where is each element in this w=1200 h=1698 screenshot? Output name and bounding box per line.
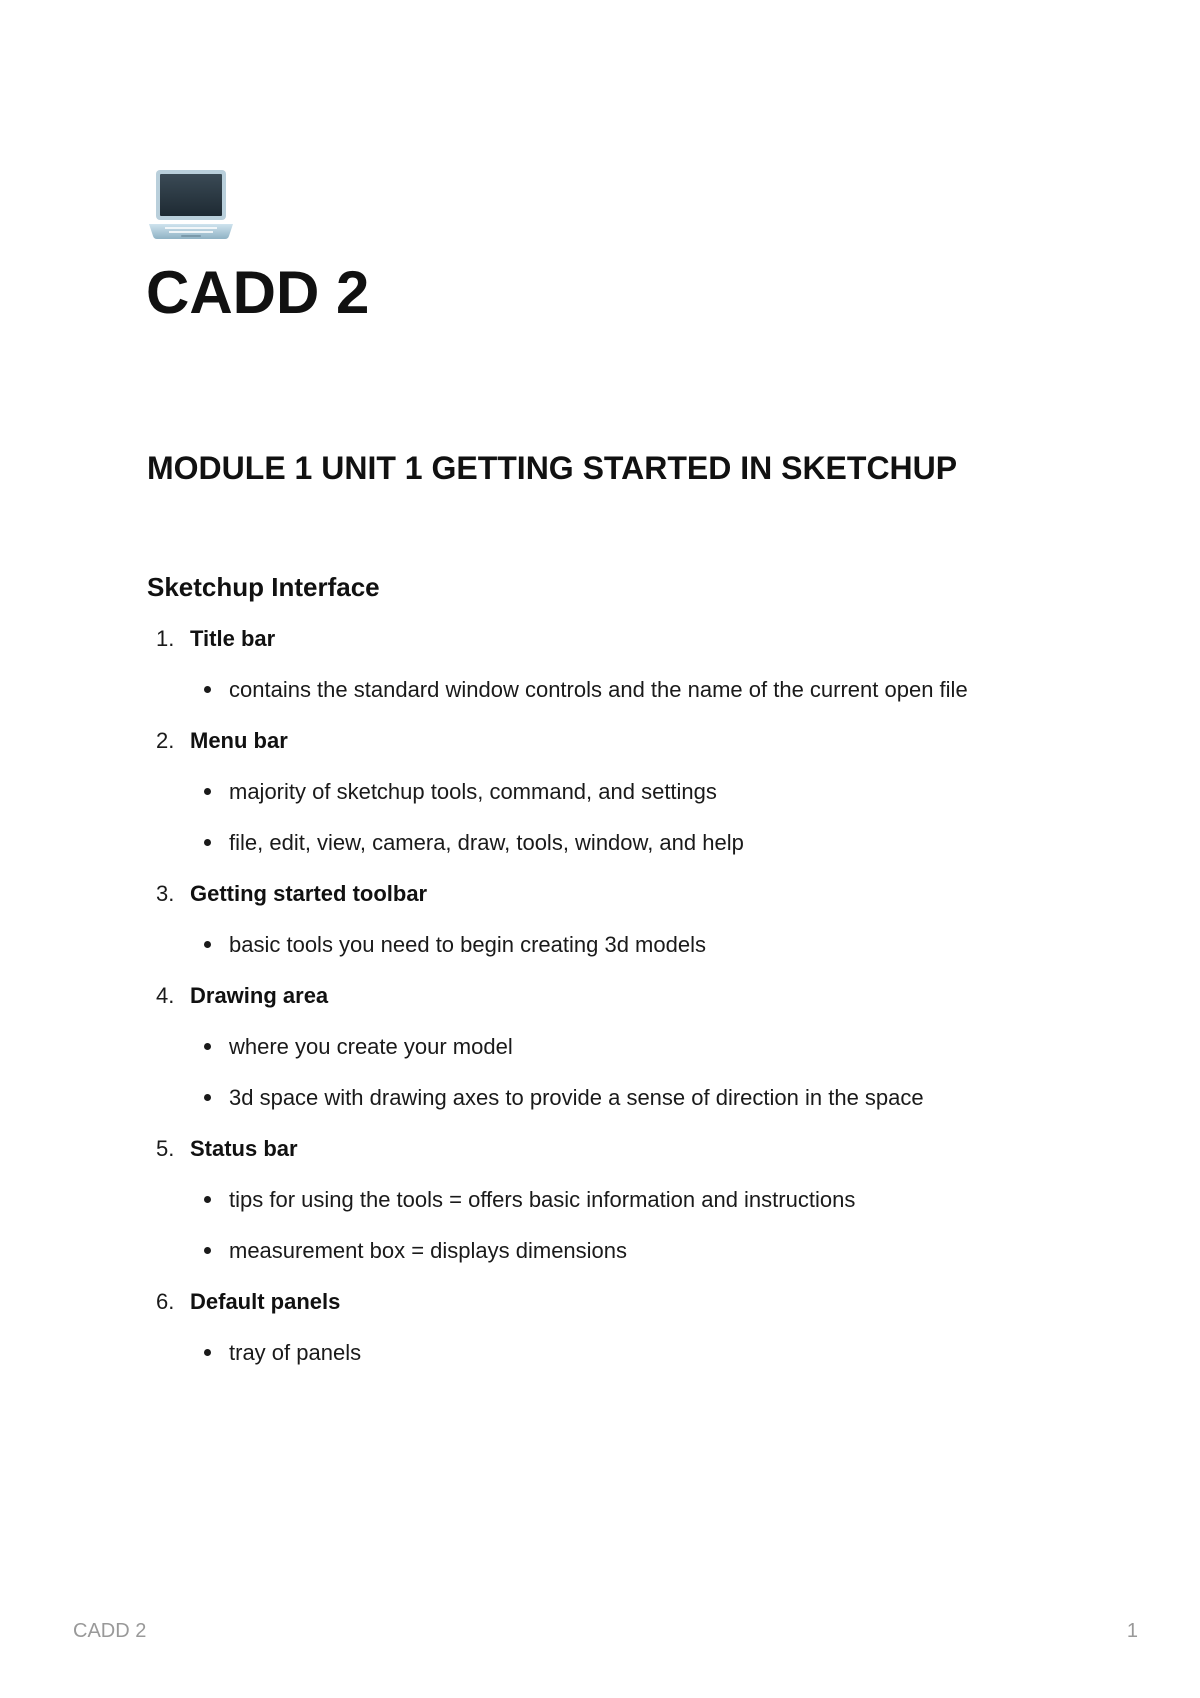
bullet-text: contains the standard window controls and the name of the current open file: [229, 677, 968, 702]
list-item: [156, 1134, 298, 1164]
bullet-item: [204, 1338, 361, 1368]
bullet-icon: [204, 941, 211, 948]
list-item-number: 1.: [156, 626, 175, 651]
bullet-text: tips for using the tools = offers basic information and instructions: [229, 1187, 856, 1212]
list-item: [156, 879, 427, 909]
bullet-icon: [204, 1196, 211, 1203]
list-item: [156, 726, 288, 756]
list-item-label: Default panels: [190, 1289, 341, 1314]
list-item-label: Getting started toolbar: [190, 881, 428, 906]
list-item: [156, 981, 328, 1011]
bullet-item: [204, 777, 717, 807]
section-heading: Sketchup Interface: [147, 572, 380, 602]
bullet-text: majority of sketchup tools, command, and settings: [229, 779, 717, 804]
list-item-label: Menu bar: [190, 728, 288, 753]
bullet-item: [204, 1083, 924, 1113]
list-item-number: 6.: [156, 1289, 175, 1314]
bullet-icon: [204, 1043, 211, 1050]
bullet-icon: [204, 686, 211, 693]
bullet-text: tray of panels: [229, 1340, 362, 1365]
list-item-number: 5.: [156, 1136, 175, 1161]
bullet-text: where you create your model: [229, 1034, 513, 1059]
list-item: [156, 1287, 340, 1317]
list-item-number: 2.: [156, 728, 175, 753]
footer-title: CADD 2: [73, 1620, 147, 1642]
list-item-label: Status bar: [190, 1136, 298, 1161]
bullet-item: [204, 828, 744, 858]
list-item-number: 3.: [156, 881, 175, 906]
bullet-icon: [204, 1247, 211, 1254]
list-item: [156, 624, 275, 654]
bullet-icon: [204, 1094, 211, 1101]
bullet-item: [204, 675, 968, 705]
bullet-icon: [204, 1349, 211, 1356]
bullet-text: basic tools you need to begin creating 3d models: [229, 932, 706, 957]
bullet-item: [204, 930, 706, 960]
bullet-text: 3d space with drawing axes to provide a sense of direction in the space: [229, 1085, 924, 1110]
module-heading: MODULE 1 UNIT 1 GETTING STARTED IN SKETCHUP: [147, 450, 958, 486]
bullet-text: measurement box = displays dimensions: [229, 1238, 628, 1263]
list-item-number: 4.: [156, 983, 175, 1008]
bullet-item: [204, 1236, 627, 1266]
document-title: CADD 2: [146, 259, 370, 326]
bullet-item: [204, 1185, 855, 1215]
laptop-icon: [147, 168, 235, 242]
list-item-label: Title bar: [190, 626, 276, 651]
bullet-text: file, edit, view, camera, draw, tools, window, and help: [229, 830, 744, 855]
bullet-icon: [204, 839, 211, 846]
page-number: 1: [1126, 1620, 1138, 1642]
bullet-icon: [204, 788, 211, 795]
bullet-item: [204, 1032, 513, 1062]
list-item-label: Drawing area: [190, 983, 329, 1008]
